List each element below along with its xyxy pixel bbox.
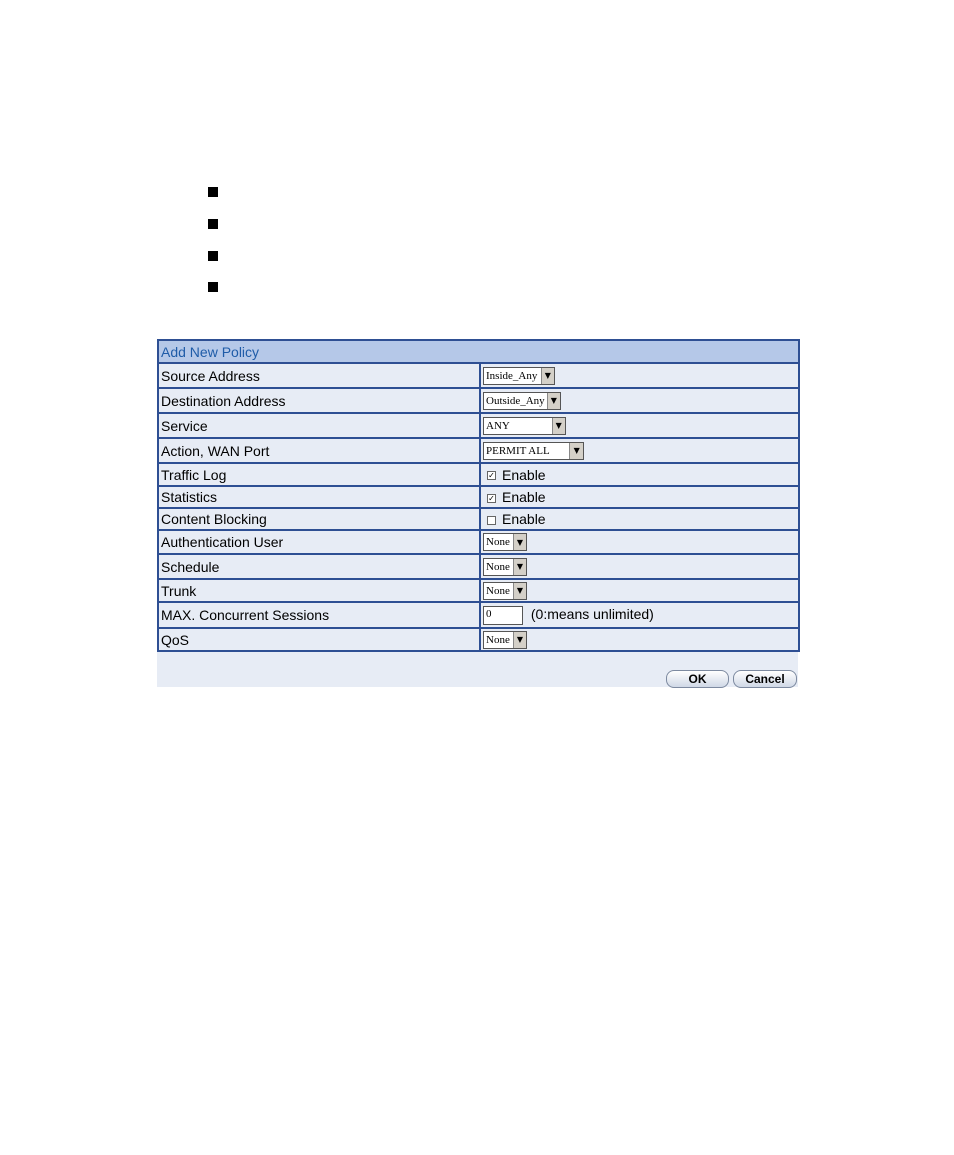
authentication-user-value: None	[486, 536, 510, 549]
qos-value: None	[486, 633, 510, 646]
row-qos	[158, 628, 799, 651]
traffic-log-label: Traffic Log	[158, 463, 480, 486]
row-traffic-log	[158, 463, 799, 486]
destination-address-select[interactable]	[483, 392, 561, 410]
statistics-checkbox[interactable]	[487, 494, 496, 503]
row-service	[158, 413, 799, 438]
statistics-option: Enable	[502, 489, 546, 505]
row-authentication-user	[158, 530, 799, 554]
row-statistics	[158, 486, 799, 508]
source-address-label: Source Address	[158, 363, 480, 388]
source-address-value: Inside_Any	[486, 369, 538, 382]
chevron-down-icon[interactable]: ▼	[513, 534, 526, 550]
chevron-down-icon[interactable]: ▼	[513, 583, 526, 599]
square-bullet-icon	[208, 187, 218, 197]
qos-label: QoS	[158, 628, 480, 651]
traffic-log-option: Enable	[502, 466, 546, 483]
row-max-concurrent-sessions	[158, 602, 799, 628]
action-wan-port-value: PERMIT ALL	[486, 444, 550, 457]
row-destination-address	[158, 388, 799, 413]
chevron-down-icon[interactable]: ▼	[513, 559, 526, 575]
destination-address-value: Outside_Any	[486, 394, 545, 407]
chevron-down-icon[interactable]: ▼	[513, 632, 526, 648]
max-sessions-label: MAX. Concurrent Sessions	[158, 602, 480, 628]
chevron-down-icon[interactable]: ▼	[547, 393, 560, 409]
qos-select[interactable]	[483, 631, 527, 649]
authentication-user-label: Authentication User	[158, 530, 480, 554]
max-sessions-input[interactable]: 0	[483, 606, 523, 625]
traffic-log-checkbox[interactable]	[487, 471, 496, 480]
authentication-user-select[interactable]	[483, 533, 527, 551]
action-wan-port-select[interactable]	[483, 442, 584, 460]
row-content-blocking	[158, 508, 799, 530]
content-blocking-label: Content Blocking	[158, 508, 480, 530]
content-blocking-option: Enable	[502, 511, 546, 527]
square-bullet-icon	[208, 251, 218, 261]
ok-button[interactable]: OK	[666, 670, 729, 688]
cancel-button[interactable]: Cancel	[733, 670, 797, 688]
row-source-address	[158, 363, 799, 388]
content-blocking-checkbox[interactable]	[487, 516, 496, 525]
checkmark-icon: ✓	[488, 471, 495, 481]
policy-form-table	[157, 339, 800, 652]
action-wan-port-label: Action, WAN Port	[158, 438, 480, 463]
row-action-wan-port	[158, 438, 799, 463]
service-label: Service	[158, 413, 480, 438]
service-select[interactable]	[483, 417, 566, 435]
service-value: ANY	[486, 419, 510, 432]
square-bullet-icon	[208, 282, 218, 292]
trunk-label: Trunk	[158, 579, 480, 602]
schedule-label: Schedule	[158, 554, 480, 579]
schedule-value: None	[486, 560, 510, 573]
destination-address-label: Destination Address	[158, 388, 480, 413]
square-bullet-icon	[208, 219, 218, 229]
source-address-select[interactable]	[483, 367, 555, 385]
row-schedule	[158, 554, 799, 579]
add-new-policy-panel	[157, 339, 798, 687]
trunk-value: None	[486, 584, 510, 597]
row-trunk	[158, 579, 799, 602]
max-sessions-hint: (0:means unlimited)	[530, 605, 654, 622]
form-title: Add New Policy	[158, 340, 799, 363]
chevron-down-icon[interactable]: ▼	[569, 443, 583, 459]
chevron-down-icon[interactable]: ▼	[541, 368, 554, 384]
statistics-label: Statistics	[158, 486, 480, 508]
checkmark-icon: ✓	[488, 493, 495, 503]
trunk-select[interactable]	[483, 582, 527, 600]
schedule-select[interactable]	[483, 558, 527, 576]
chevron-down-icon[interactable]: ▼	[552, 418, 566, 434]
